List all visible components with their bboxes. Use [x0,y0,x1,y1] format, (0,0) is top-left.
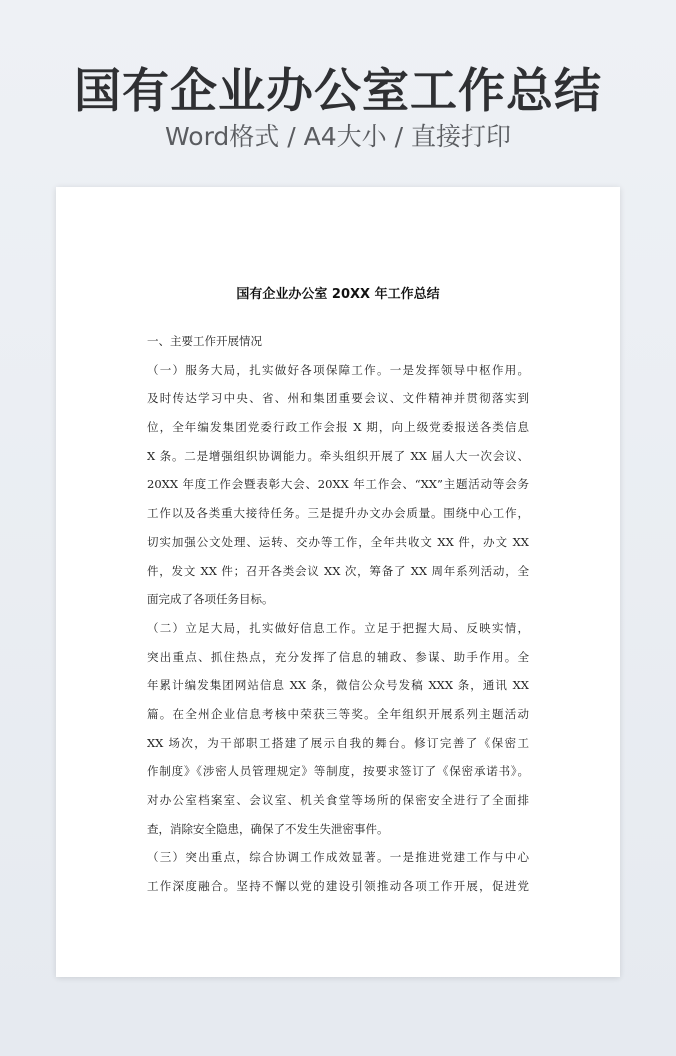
body-line: 及时传达学习中央、省、州和集团重要会议、文件精神并贯彻落实到 [147,391,529,406]
body-line: （一）服务大局，扎实做好各项保障工作。一是发挥领导中枢作用。 [147,362,529,377]
body-line: XX 场次，为干部职工搭建了展示自我的舞台。修订完善了《保密工 [147,735,529,750]
body-line: 工作以及各类重大接待任务。三是提升办文办会质量。围绕中心工作， [147,506,529,521]
body-line: 20XX 年度工作会暨表彰大会、20XX 年工作会、“XX”主题活动等会务 [147,477,529,492]
document-title: 国有企业办公室 20XX 年工作总结 [236,287,440,302]
banner-title: 国有企业办公室工作总结 [74,64,602,119]
document-body [147,327,529,901]
body-line: 位，全年编发集团党委行政工作会报 X 期，向上级党委报送各类信息 [147,420,529,435]
body-line: 面完成了各项任务目标。 [147,592,274,607]
body-line: 查，消除安全隐患，确保了不发生失泄密事件。 [147,821,389,836]
document-page [56,187,620,977]
body-line: 工作深度融合。坚持不懈以党的建设引领推动各项工作开展，促进党 [147,879,529,894]
body-line: 年累计编发集团网站信息 XX 条，微信公众号发稿 XXX 条，通讯 XX [147,678,529,693]
body-line: 突出重点、抓住热点，充分发挥了信息的辅政、参谋、助手作用。全 [147,649,529,664]
banner-subtitle: Word格式 / A4大小 / 直接打印 [165,122,511,151]
body-line: 切实加强公文处理、运转、交办等工作，全年共收文 XX 件，办文 XX [147,534,529,549]
body-line: 一、主要工作开展情况 [147,334,262,348]
body-line: 对办公室档案室、会议室、机关食堂等场所的保密安全进行了全面排 [147,793,529,807]
body-line: （三）突出重点，综合协调工作成效显著。一是推进党建工作与中心 [147,850,529,865]
body-line: 作制度》《涉密人员管理规定》等制度，按要求签订了《保密承诺书》。 [147,764,529,779]
body-line: X 条。二是增强组织协调能力。牵头组织开展了 XX 届人大一次会议、 [147,448,529,463]
body-line: 件，发文 XX 件；召开各类会议 XX 次，筹备了 XX 周年系列活动，全 [147,563,529,578]
body-line: （二）立足大局，扎实做好信息工作。立足于把握大局、反映实情， [147,620,529,635]
body-line: 篇。在全州企业信息考核中荣获三等奖。全年组织开展系列主题活动 [147,706,529,721]
